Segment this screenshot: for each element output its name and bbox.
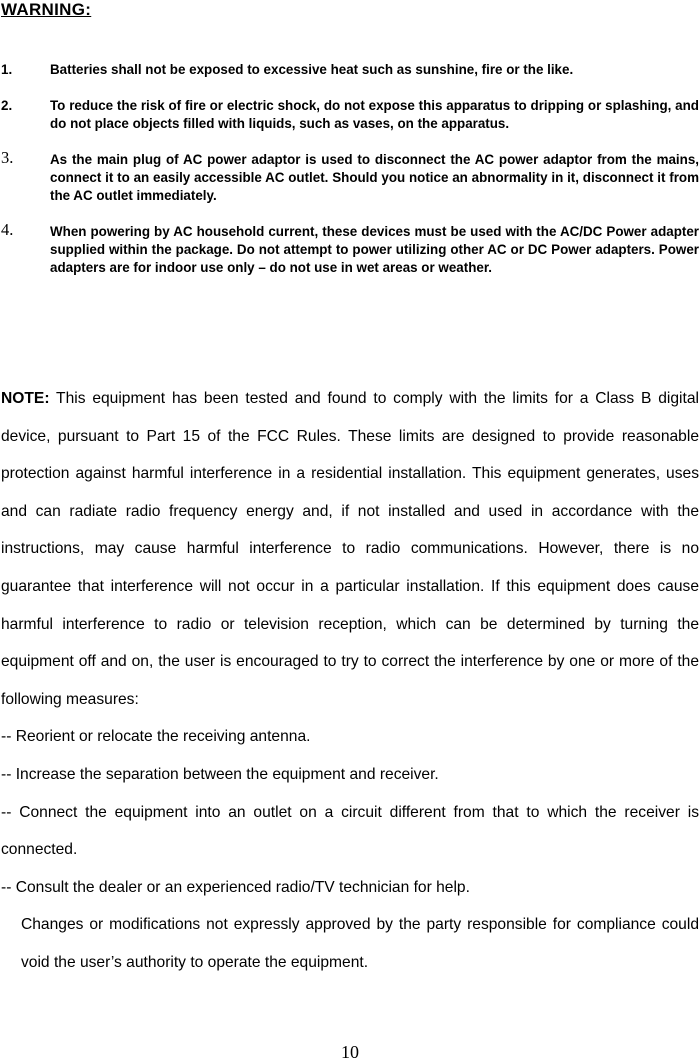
warning-item xyxy=(1,97,699,133)
warning-item-number: 3. xyxy=(1,148,14,167)
page-number: 10 xyxy=(341,1042,359,1062)
closing-statement: Changes or modifications not expressly approved by the party responsible for compliance could void the user’s authority to operate the equipment. xyxy=(21,916,699,971)
warning-item-number: 1. xyxy=(1,62,13,77)
warning-item xyxy=(1,61,699,79)
warning-item-text: When powering by AC household current, these devices must be used with the AC/DC Power adapter supplied within the package. Do not attempt to power utilizing other AC or DC Power adapters. Power adapters are for indoor use only – do not use in wet areas or weather. xyxy=(50,224,699,275)
warning-item xyxy=(1,148,699,205)
warning-item-number: 4. xyxy=(1,220,14,239)
warning-item xyxy=(1,220,699,277)
measure-item: -- Increase the separation between the equipment and receiver. xyxy=(1,765,439,783)
note-label: NOTE: xyxy=(1,390,50,407)
measure-item: -- Consult the dealer or an experienced radio/TV technician for help. xyxy=(1,878,470,896)
warning-heading: WARNING: xyxy=(1,0,92,19)
warning-item-text: As the main plug of AC power adaptor is used to disconnect the AC power adaptor from the mains, connect it to an easily accessible AC outlet. Should you notice an abnormality in it, disconnect it from the AC outlet immediately. xyxy=(50,152,699,203)
measure-item: -- Reorient or relocate the receiving antenna. xyxy=(1,728,311,746)
fcc-note xyxy=(1,380,699,982)
measure-item: -- Connect the equipment into an outlet on a circuit different from that to which the receiver is connected. xyxy=(1,803,699,859)
note-paragraph xyxy=(1,380,699,718)
warning-item-number: 2. xyxy=(1,98,13,113)
warning-list xyxy=(1,61,699,295)
note-body: This equipment has been tested and found to comply with the limits for a Class B digital device, pursuant to Part 15 of the FCC Rules. These limits are designed to provide reasonable protection against harmful interference in a residential installation. This equipment generates, uses and can radiate radio frequency energy and, if not installed and used in accordance with the instructions, may cause harmful interference to radio communications. However, there is no guarantee that interference will not occur in a particular installation. If this equipment does cause harmful interference to radio or television reception, which can be determined by turning the equipment off and on, the user is encouraged to try to correct the interference by one or more of the following measures: xyxy=(1,390,699,708)
warning-item-text: To reduce the risk of fire or electric shock, do not expose this apparatus to dripping or splashing, and do not place objects filled with liquids, such as vases, on the apparatus. xyxy=(50,98,699,131)
warning-item-text: Batteries shall not be exposed to excessive heat such as sunshine, fire or the like. xyxy=(50,62,574,77)
